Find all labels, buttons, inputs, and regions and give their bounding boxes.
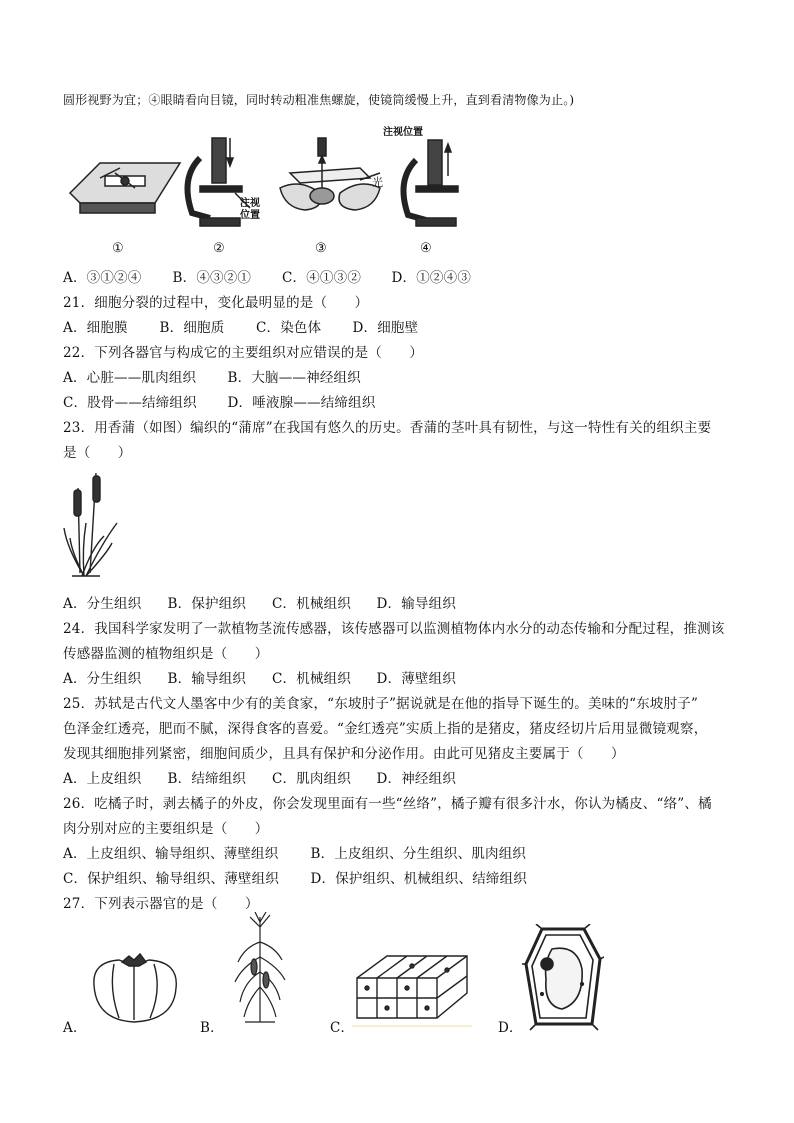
tomato-illustration: [84, 950, 184, 1025]
q23-option-d[interactable]: D．输导组织: [376, 596, 457, 612]
q20-option-a[interactable]: A．③①②④: [63, 270, 142, 286]
q26-options-row2: [63, 867, 527, 887]
q26-options-row1: [63, 842, 526, 862]
q26-stem-2: 肉分别对应的主要组织是（ ）: [63, 821, 269, 837]
q25-stem-2: 色泽金红透亮，肥而不腻，深得食客的喜爱。“金红透亮”实质上指的是猪皮，猪皮经切片后用显微镜观察，: [63, 721, 708, 737]
microscope-raise-illustration: [404, 140, 459, 226]
q26-option-d[interactable]: D．保护组织、机械组织、结缔组织: [310, 871, 528, 887]
q21-option-b[interactable]: B．细胞质: [159, 320, 225, 336]
q24-option-d[interactable]: D．薄壁组织: [376, 671, 457, 687]
q22-option-c[interactable]: C．股骨——结缔组织: [63, 395, 197, 411]
q25-option-d[interactable]: D．神经组织: [376, 771, 457, 787]
q23-stem-2: 是（ ）: [63, 445, 132, 461]
q24-options: [63, 667, 456, 687]
q20-option-b[interactable]: B．④③②①: [172, 270, 252, 286]
fig-label-1: ①: [112, 241, 124, 256]
q25-stem-3: 发现其细胞排列紧密，细胞间质少，且具有保护和分泌作用。由此可见猪皮主要属于（ ）: [63, 746, 625, 762]
q26-option-c[interactable]: C．保护组织、输导组织、薄壁组织: [63, 871, 280, 887]
q23-stem-1: 23．用香蒲（如图）编织的“蒲席”在我国有悠久的历史。香蒲的茎叶具有韧性，与这一特性有关的组织主要: [63, 420, 712, 436]
q25-options: [63, 767, 456, 787]
q22-options-row1: [63, 366, 361, 386]
q27-option-a[interactable]: A．: [63, 1020, 87, 1036]
q25-option-b[interactable]: B．结缔组织: [167, 771, 247, 787]
fig-label-2: ②: [213, 241, 225, 256]
q21-option-a[interactable]: A．细胞膜: [63, 320, 128, 336]
annotation-gaze-2: 位置: [240, 210, 260, 221]
q22-options-row2: [63, 391, 376, 411]
q27-option-c[interactable]: C．: [330, 1020, 355, 1036]
q21-option-c[interactable]: C．染色体: [256, 320, 322, 336]
fig-label-3: ③: [315, 241, 327, 256]
q24-option-a[interactable]: A．分生组织: [63, 671, 142, 687]
intro-text: 圆形视野为宜；④眼睛看向目镜，同时转动粗准焦螺旋，使镜筒缓慢上升，直到看清物像为止。): [63, 93, 575, 107]
q26-option-b[interactable]: B．上皮组织、分生组织、肌肉组织: [310, 846, 527, 862]
q22-option-b[interactable]: B．大脑——神经组织: [227, 370, 361, 386]
q27-stem: 27．下列表示器官的是（ ）: [63, 896, 259, 912]
q24-stem-1: 24．我国科学家发明了一款植物茎流传感器，该传感器可以监测植物体内水分的动态传输和分配过程，推测该: [63, 621, 725, 637]
epithelial-tissue-illustration: [352, 948, 472, 1028]
q21-options: [63, 316, 418, 336]
q25-option-c[interactable]: C．肌肉组织: [272, 771, 352, 787]
annotation-light: 光: [372, 176, 383, 189]
stage-slide-illustration: [70, 163, 180, 213]
annotation-top: 注视位置: [383, 127, 423, 138]
fig-label-4: ④: [420, 241, 432, 256]
q22-option-d[interactable]: D．唾液腺——结缔组织: [227, 395, 376, 411]
corn-plant-illustration: [230, 912, 290, 1027]
plant-cell-illustration: [522, 924, 604, 1032]
q24-stem-2: 传感器监测的植物组织是（ ）: [63, 646, 269, 662]
annotation-gaze-1: 注视: [240, 198, 260, 209]
q20-option-d[interactable]: D．①②④③: [391, 270, 472, 286]
q27-option-d[interactable]: D．: [498, 1020, 523, 1036]
q26-option-a[interactable]: A．上皮组织、输导组织、薄壁组织: [63, 846, 279, 862]
q23-option-a[interactable]: A．分生组织: [63, 596, 142, 612]
q27-option-b[interactable]: B．: [200, 1020, 224, 1036]
q21-stem: 21．细胞分裂的过程中，变化最明显的是（ ）: [63, 295, 369, 311]
q24-option-b[interactable]: B．输导组织: [167, 671, 247, 687]
q24-option-c[interactable]: C．机械组织: [272, 671, 352, 687]
q23-options: [63, 592, 456, 612]
hands-mirror-illustration: [280, 138, 380, 210]
q26-stem-1: 26．吃橘子时，剥去橘子的外皮，你会发现里面有一些“丝络”，橘子瓣有很多汁水，你认为橘皮、“络”、橘: [63, 796, 712, 812]
q20-options: [63, 266, 471, 286]
q23-option-c[interactable]: C．机械组织: [272, 596, 352, 612]
q25-option-a[interactable]: A．上皮组织: [63, 771, 142, 787]
q22-option-a[interactable]: A．心脏——肌肉组织: [63, 370, 197, 386]
cattail-plant-illustration: [62, 468, 120, 580]
q20-option-c[interactable]: C．④①③②: [282, 270, 362, 286]
q23-option-b[interactable]: B．保护组织: [167, 596, 247, 612]
q21-option-d[interactable]: D．细胞壁: [352, 320, 419, 336]
q25-stem-1: 25．苏轼是古代文人墨客中少有的美食家，“东坡肘子”据说就是在他的指导下诞生的。美味的“东坡肘子”: [63, 696, 699, 712]
q22-stem: 22．下列各器官与构成它的主要组织对应错误的是（ ）: [63, 345, 424, 361]
